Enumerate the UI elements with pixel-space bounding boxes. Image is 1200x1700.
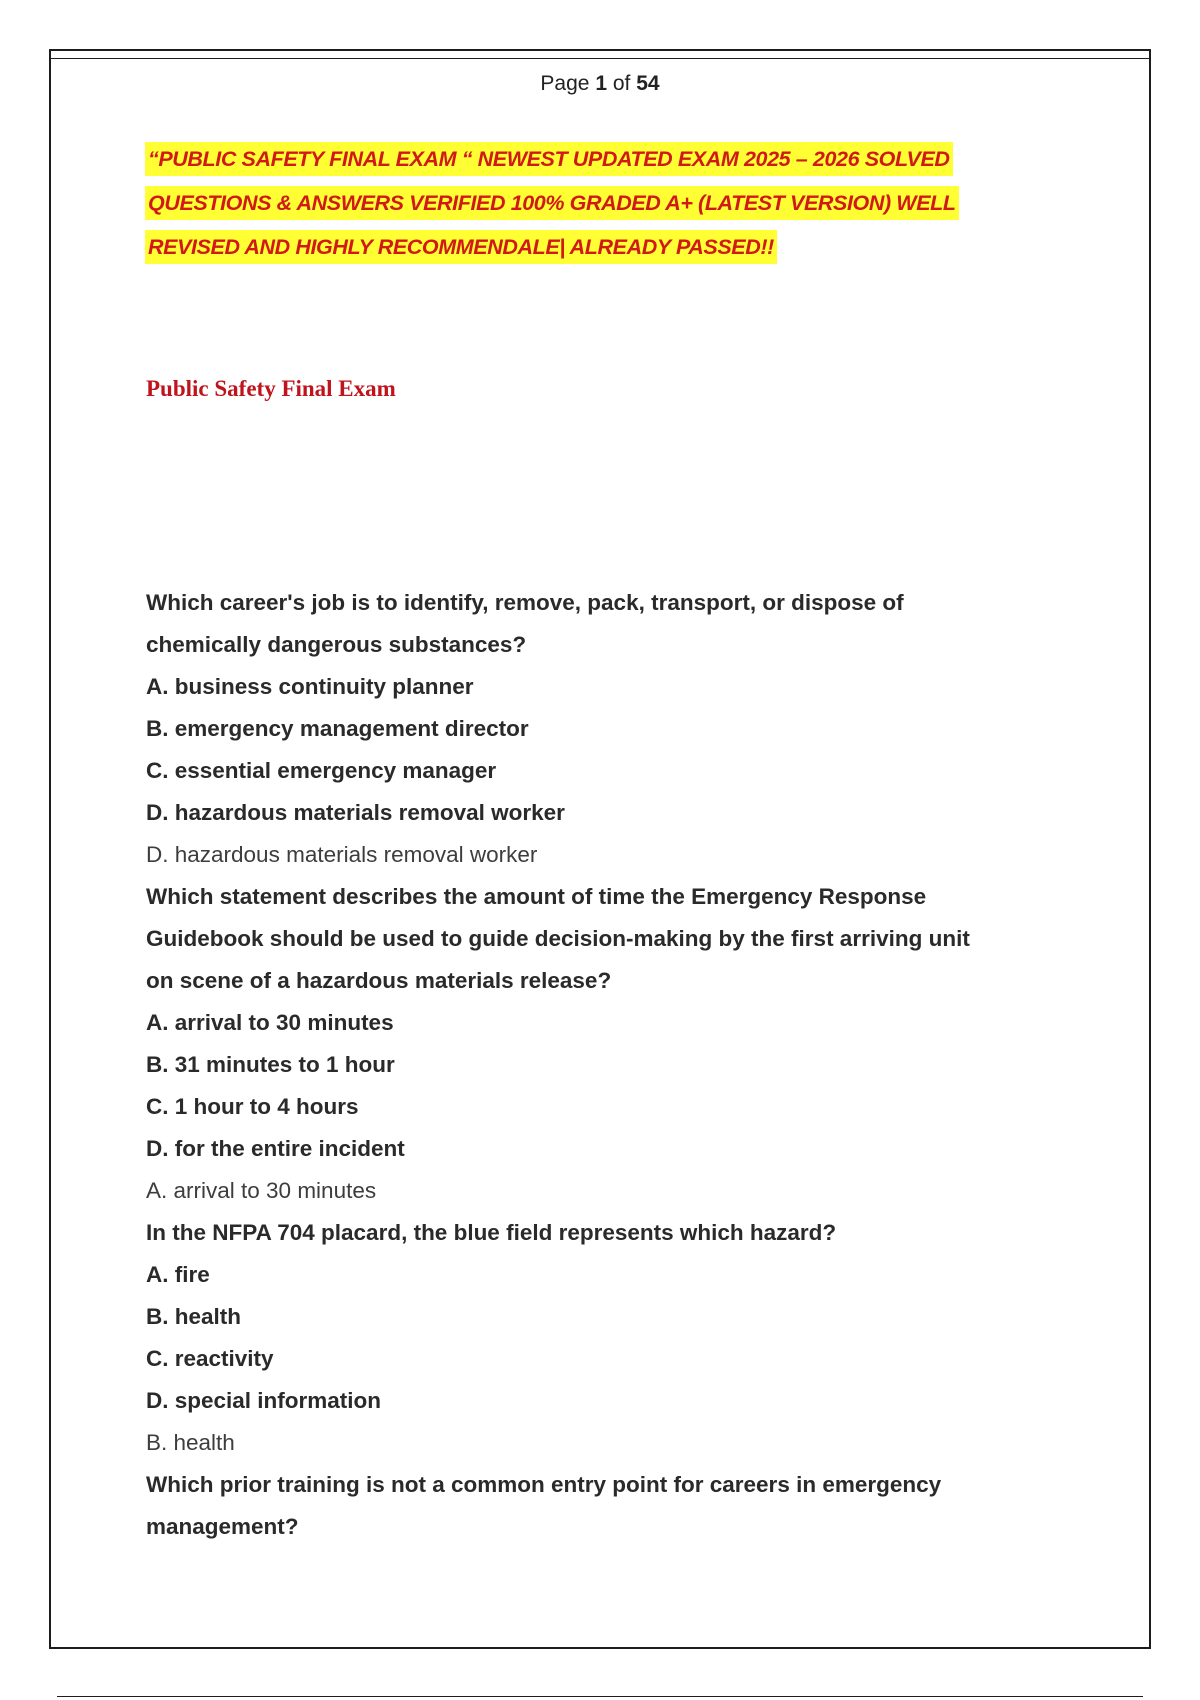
header-rule (51, 58, 1149, 59)
page-number (0, 72, 1200, 96)
page-label: Page (540, 72, 590, 95)
banner-line: REVISED AND HIGHLY RECOMMENDALE| ALREADY PASSED!! (145, 230, 777, 264)
answer-option: C. reactivity (146, 1346, 274, 1371)
question-text: Which career's job is to identify, remove, pack, transport, or dispose of (146, 590, 904, 615)
question-text: Which prior training is not a common entry point for careers in emergency (146, 1472, 942, 1497)
question-text: chemically dangerous substances? (146, 632, 527, 657)
answer-option: A. arrival to 30 minutes (146, 1010, 394, 1035)
question-block (146, 876, 1046, 1212)
question-text: In the NFPA 704 placard, the blue field represents which hazard? (146, 1220, 837, 1245)
question-list (146, 582, 1046, 1548)
answer-option: B. emergency management director (146, 716, 529, 741)
next-page-rule (57, 1696, 1143, 1697)
question-block (146, 1212, 1046, 1464)
question-block (146, 582, 1046, 876)
answer-option: B. health (146, 1304, 242, 1329)
answer-option: D. special information (146, 1388, 382, 1413)
answer-option: D. for the entire incident (146, 1136, 405, 1161)
question-block (146, 1464, 1046, 1548)
document-title: Public Safety Final Exam (146, 376, 396, 401)
highlighted-banner (145, 142, 1045, 274)
page-current: 1 (595, 72, 607, 95)
question-text: on scene of a hazardous materials release? (146, 968, 612, 993)
page-total: 54 (636, 72, 660, 95)
page-of-label: of (612, 72, 631, 95)
question-text: Guidebook should be used to guide decision-making by the first arriving unit (146, 926, 970, 951)
correct-answer: D. hazardous materials removal worker (146, 842, 538, 867)
answer-option: D. hazardous materials removal worker (146, 800, 565, 825)
correct-answer: A. arrival to 30 minutes (146, 1178, 377, 1203)
correct-answer: B. health (146, 1430, 235, 1455)
answer-option: B. 31 minutes to 1 hour (146, 1052, 395, 1077)
answer-option: C. 1 hour to 4 hours (146, 1094, 359, 1119)
question-text: management? (146, 1514, 299, 1539)
question-text: Which statement describes the amount of time the Emergency Response (146, 884, 927, 909)
banner-line: QUESTIONS & ANSWERS VERIFIED 100% GRADED A+ (LATEST VERSION) WELL (145, 186, 959, 220)
banner-line: “PUBLIC SAFETY FINAL EXAM “ NEWEST UPDATED EXAM 2025 – 2026 SOLVED (145, 142, 953, 176)
answer-option: A. business continuity planner (146, 674, 474, 699)
answer-option: A. fire (146, 1262, 210, 1287)
answer-option: C. essential emergency manager (146, 758, 497, 783)
